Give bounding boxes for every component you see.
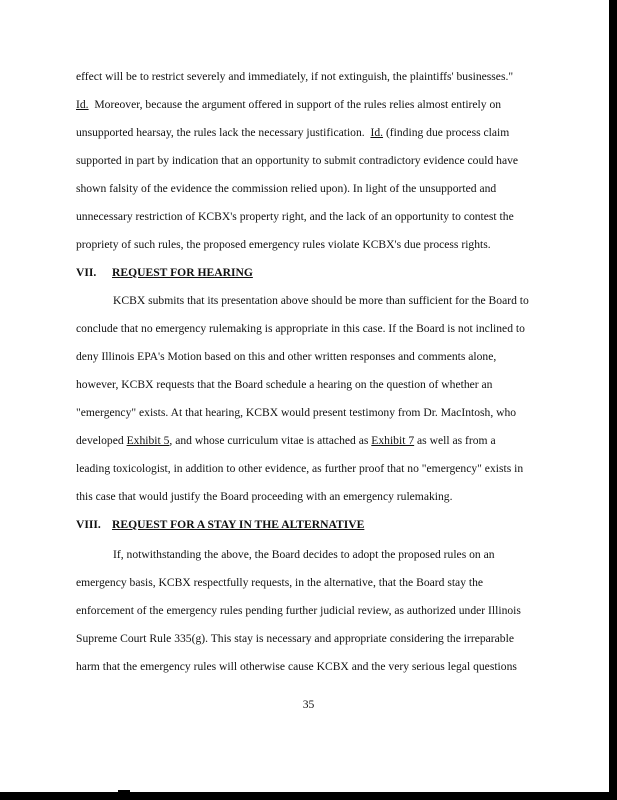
citation-id: Id. [370,126,384,139]
text-line: KCBX submits that its presentation above should be more than sufficient for the Board to [113,294,529,307]
section-title: REQUEST FOR HEARING [112,266,253,279]
text-line [76,98,501,112]
page-number: 35 [302,698,315,711]
section-heading-viii [76,518,364,532]
text-segment: , and whose curriculum vitae is attached as [169,434,369,447]
text-line: Supreme Court Rule 335(g). This stay is necessary and appropriate considering the irreparable [76,632,514,645]
text-line: propriety of such rules, the proposed emergency rules violate KCBX's due process rights. [76,238,491,251]
text-line [76,126,509,140]
citation-id: Id. [76,98,89,111]
text-line: "emergency" exists. At that hearing, KCBX would present testimony from Dr. MacIntosh, who [76,406,517,419]
text-segment: (finding due process claim [385,126,510,139]
text-line: unnecessary restriction of KCBX's property right, and the lack of an opportunity to contest the [76,210,514,223]
text-line: however, KCBX requests that the Board schedule a hearing on the question of whether an [76,378,493,391]
text-line: effect will be to restrict severely and immediately, if not extinguish, the plaintiffs' businesses." [76,70,514,83]
scan-border-right [609,0,617,800]
text-segment: as well as from a [417,434,496,447]
scan-border-bottom [0,792,617,800]
text-line: harm that the emergency rules will otherwise cause KCBX and the very serious legal questions [76,660,517,673]
section-heading-vii [76,266,253,280]
exhibit-reference: Exhibit 5 [126,434,170,447]
text-segment: Moreover, because the argument offered in support of the rules relies almost entirely on [94,98,502,111]
text-line: conclude that no emergency rulemaking is appropriate in this case. If the Board is not inclined to [76,322,525,335]
text-line [76,434,496,448]
section-number: VIII. [76,518,101,531]
exhibit-reference: Exhibit 7 [371,434,415,447]
scan-mark [118,790,130,792]
text-segment: unsupported hearsay, the rules lack the necessary justification. [76,126,365,139]
text-line: If, notwithstanding the above, the Board decides to adopt the proposed rules on an [113,548,495,561]
text-line: emergency basis, KCBX respectfully requests, in the alternative, that the Board stay the [76,576,484,589]
section-number: VII. [76,266,97,279]
section-title: REQUEST FOR A STAY IN THE ALTERNATIVE [112,518,365,531]
text-line: deny Illinois EPA's Motion based on this and other written responses and comments alone, [76,350,497,363]
text-segment: developed [76,434,124,447]
text-line: supported in part by indication that an opportunity to submit contradictory evidence could have [76,154,519,167]
text-line: this case that would justify the Board proceeding with an emergency rulemaking. [76,490,453,503]
text-line: leading toxicologist, in addition to other evidence, as further proof that no "emergency" exists in [76,462,524,475]
text-line: enforcement of the emergency rules pending further judicial review, as authorized under Illinois [76,604,521,617]
text-line: shown falsity of the evidence the commission relied upon). In light of the unsupported and [76,182,497,195]
